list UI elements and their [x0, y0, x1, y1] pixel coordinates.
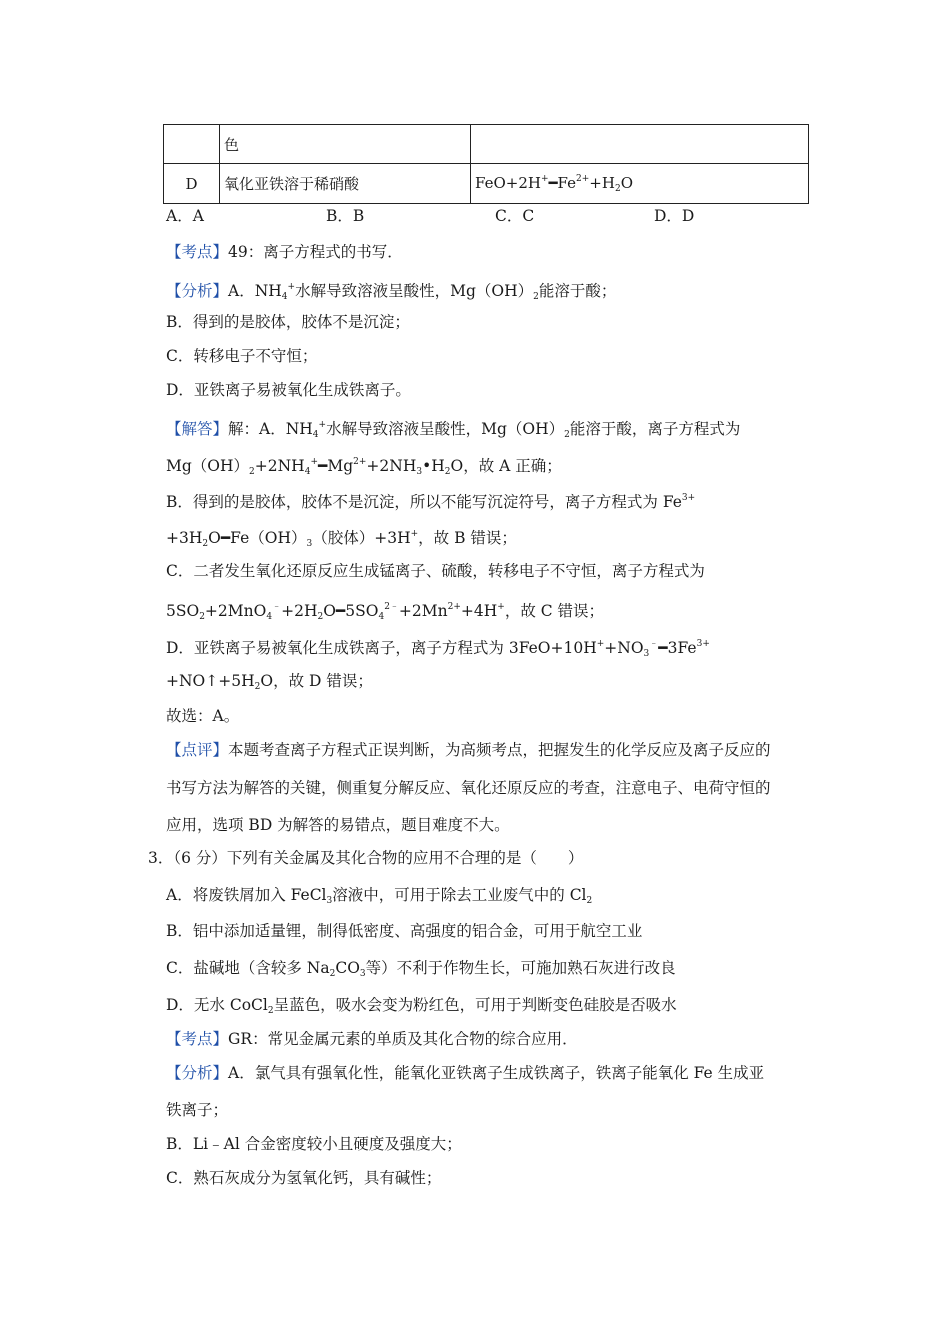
- kaodian-tag: 【考点】: [166, 1030, 229, 1048]
- q2-jieda-b: B．得到的是胶体，胶体不是沉淀，所以不能写沉淀符号，离子方程式为 $Fe^{3+}$: [166, 493, 696, 511]
- q3-stem: 3．（6 分）下列有关金属及其化合物的应用不合理的是（ ）: [148, 849, 584, 867]
- q2-answer: 故选：A。: [166, 707, 240, 725]
- option-a: A．A: [166, 207, 204, 225]
- table-row: [164, 164, 809, 204]
- q2-kaodian: 【考点】49：离子方程式的书写．: [166, 243, 403, 261]
- equation-cell: $FeO+2H^+━Fe^{2+}+H_2O$: [471, 164, 809, 204]
- kaodian-tag: 【考点】: [166, 243, 229, 261]
- reaction-cell: 氧化亚铁溶于稀硝酸: [220, 164, 471, 204]
- q2-fenxi-c: C．转移电子不守恒；: [166, 347, 318, 365]
- table-cell: 色: [220, 125, 471, 164]
- fenxi-tag: 【分析】: [166, 282, 229, 300]
- q2-jieda-c-equation: $5SO_2+2MnO_4^﹣+2H_2O━5SO_4^{2﹣}+2Mn^{2+}+4H^+$，故 C 错误；: [166, 602, 605, 622]
- q3-fenxi-b: B．Li﹣Al 合金密度较小且硬度及强度大；: [166, 1135, 462, 1153]
- fenxi-tag: 【分析】: [166, 1064, 229, 1082]
- option-label-cell: D: [164, 164, 220, 204]
- q3-option-c: C．盐碱地（含较多 $Na_2CO_3$等）不利于作物生长，可施加熟石灰进行改良: [166, 959, 676, 979]
- table-cell: [164, 125, 220, 164]
- answer-table: [163, 124, 809, 204]
- q3-option-d: D．无水 CoCl$_2$呈蓝色，吸水会变为粉红色，可用于判断变色硅胶是否吸水: [166, 996, 677, 1016]
- q2-dianping-line3: 应用，选项 BD 为解答的易错点，题目难度不大。: [166, 816, 510, 834]
- option-b: B．B: [326, 207, 365, 225]
- q2-jieda-d: D．亚铁离子易被氧化生成铁离子，离子方程式为 $3FeO+10H^++NO_3^﹣━3Fe^{3+}$: [166, 639, 710, 659]
- dianping-tag: 【点评】: [166, 741, 229, 759]
- q3-option-a: A．将废铁屑加入 FeCl$_3$溶液中，可用于除去工业废气中的 $Cl_2$: [166, 886, 593, 906]
- q2-jieda-c: C．二者发生氧化还原反应生成锰离子、硫酸，转移电子不守恒，离子方程式为: [166, 562, 705, 580]
- q3-fenxi-c: C．熟石灰成分为氢氧化钙，具有碱性；: [166, 1169, 442, 1187]
- q2-fenxi-d: D．亚铁离子易被氧化生成铁离子。: [166, 381, 411, 399]
- option-c: C．C: [495, 207, 535, 225]
- q3-fenxi-a-cont: 铁离子；: [166, 1101, 229, 1119]
- q3-fenxi-a: 【分析】A．氯气具有强氧化性，能氧化亚铁离子生成铁离子，铁离子能氧化 Fe 生成亚: [166, 1064, 765, 1082]
- q2-fenxi-a: 【分析】A．$NH_4^+$水解导致溶液呈酸性，$Mg(OH)_2$能溶于酸；: [166, 282, 617, 302]
- q3-option-b: B．铝中添加适量锂，制得低密度、高强度的铝合金，可用于航空工业: [166, 922, 643, 940]
- q3-kaodian: 【考点】GR：常见金属元素的单质及其化合物的综合应用．: [166, 1030, 578, 1048]
- q2-jieda-a-equation: $Mg(OH)_2+2NH_4^+━Mg^{2+}+2NH_3•H_2O$，故 A 正确；: [166, 457, 562, 477]
- q2-dianping-line2: 书写方法为解答的关键，侧重复分解反应、氧化还原反应的考查，注意电子、电荷守恒的: [166, 779, 771, 797]
- q2-jieda-b-equation: $+3H_2O━Fe(OH)_3$（胶体）+3H+，故 B 错误；: [166, 529, 517, 549]
- table-cell: [471, 125, 809, 164]
- q2-fenxi-b: B．得到的是胶体，胶体不是沉淀；: [166, 313, 410, 331]
- q2-jieda-a: 【解答】解：A．$NH_4^+$水解导致溶液呈酸性，$Mg(OH)_2$能溶于酸，离子方程式为: [166, 420, 741, 440]
- q2-dianping: 【点评】本题考查离子方程式正误判断，为高频考点，把握发生的化学反应及离子反应的: [166, 741, 771, 759]
- jieda-tag: 【解答】: [166, 420, 229, 438]
- option-d: D．D: [654, 207, 695, 225]
- q2-jieda-d-equation: $+NO↑+5H_2O$，故 D 错误；: [166, 672, 373, 692]
- table-row: [164, 125, 809, 164]
